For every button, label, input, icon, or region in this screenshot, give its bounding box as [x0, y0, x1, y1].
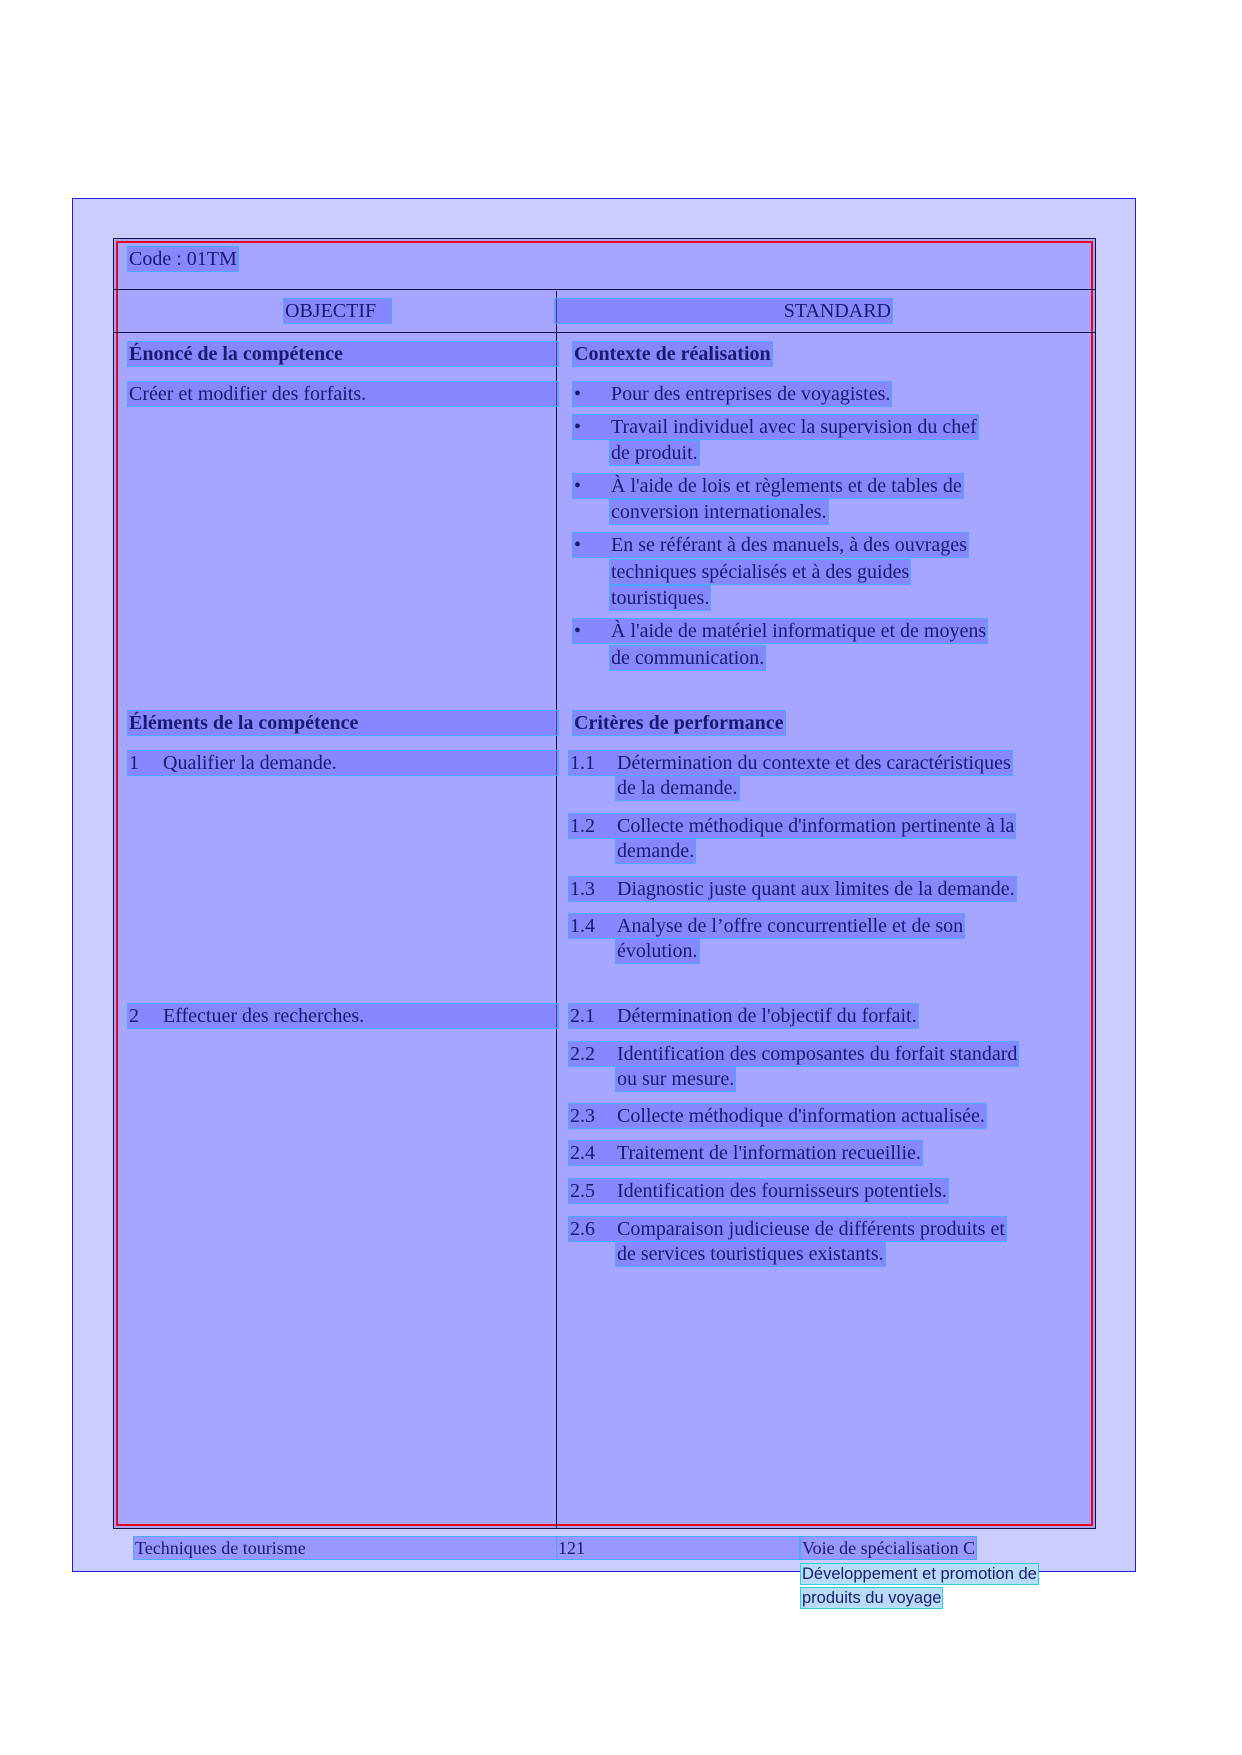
- context-item-continuation: techniques spécialisés et à des guides: [611, 561, 910, 583]
- criterion: 2.1 Détermination de l'objectif du forfait.: [570, 1005, 917, 1027]
- context-item: • À l'aide de lois et règlements et de tables de: [574, 475, 962, 497]
- footer-specialization-line2: Développement et promotion de: [802, 1565, 1037, 1583]
- footer-specialization-line3: produits du voyage: [802, 1589, 942, 1607]
- context-title: Contexte de réalisation: [574, 343, 771, 365]
- criterion: 2.5 Identification des fournisseurs potentiels.: [570, 1180, 947, 1202]
- element-item: 1 Qualifier la demande.: [128, 751, 558, 775]
- criterion: 1.1 Détermination du contexte et des caractéristiques: [570, 752, 1011, 774]
- bullet: •: [574, 534, 582, 556]
- criterion-continuation: ou sur mesure.: [617, 1068, 735, 1090]
- criterion: 2.3 Collecte méthodique d'information actualisée.: [570, 1105, 985, 1127]
- context-item: • À l'aide de matériel informatique et de moyens: [574, 620, 987, 642]
- column-divider: [556, 291, 557, 1529]
- context-item-continuation: touristiques.: [611, 587, 710, 609]
- criterion-continuation: demande.: [617, 840, 695, 862]
- element-item: 2 Effectuer des recherches.: [128, 1004, 558, 1028]
- criterion-continuation: évolution.: [617, 940, 698, 962]
- bullet: •: [574, 416, 582, 438]
- criterion: 2.4 Traitement de l'information recueillie.: [570, 1142, 921, 1164]
- elements-title: Éléments de la compétence: [128, 711, 558, 735]
- criterion: 2.6 Comparaison judicieuse de différents produits et: [570, 1218, 1005, 1240]
- criterion-continuation: de services touristiques existants.: [617, 1243, 884, 1265]
- criterion: 2.2 Identification des composantes du forfait standard: [570, 1043, 1018, 1065]
- code-value: 01TM: [186, 248, 237, 270]
- bullet: •: [574, 383, 582, 405]
- criterion-continuation: de la demande.: [617, 777, 738, 799]
- context-item: • Travail individuel avec la supervision du chef: [574, 416, 977, 438]
- standard-header: STANDARD: [555, 299, 892, 323]
- statement-title: Énoncé de la compétence: [128, 342, 558, 366]
- context-item: • En se référant à des manuels, à des ouvrages: [574, 534, 967, 556]
- criterion: 1.3 Diagnostic juste quant aux limites de la demande.: [570, 878, 1015, 900]
- objectif-header: OBJECTIF: [284, 299, 391, 323]
- context-item-continuation: conversion internationales.: [611, 501, 827, 523]
- context-item-continuation: de communication.: [611, 647, 765, 669]
- context-item: • Pour des entreprises de voyagistes.: [574, 383, 891, 405]
- footer-program: Techniques de tourisme: [134, 1537, 556, 1559]
- criteria-title: Critères de performance: [574, 712, 784, 734]
- code-label: Code : 01TM: [129, 248, 237, 270]
- criterion: 1.4 Analyse de l’offre concurrentielle et de son: [570, 915, 964, 937]
- context-item-continuation: de produit.: [611, 442, 698, 464]
- bullet: •: [574, 475, 582, 497]
- competency-statement: Créer et modifier des forfaits.: [128, 382, 558, 406]
- header-divider-bottom: [113, 332, 1096, 333]
- footer-page-number: 121: [557, 1537, 799, 1559]
- header-divider-top: [113, 289, 1096, 290]
- criterion: 1.2 Collecte méthodique d'information pertinente à la: [570, 815, 1015, 837]
- bullet: •: [574, 620, 582, 642]
- footer-specialization: Voie de spécialisation C: [802, 1538, 976, 1558]
